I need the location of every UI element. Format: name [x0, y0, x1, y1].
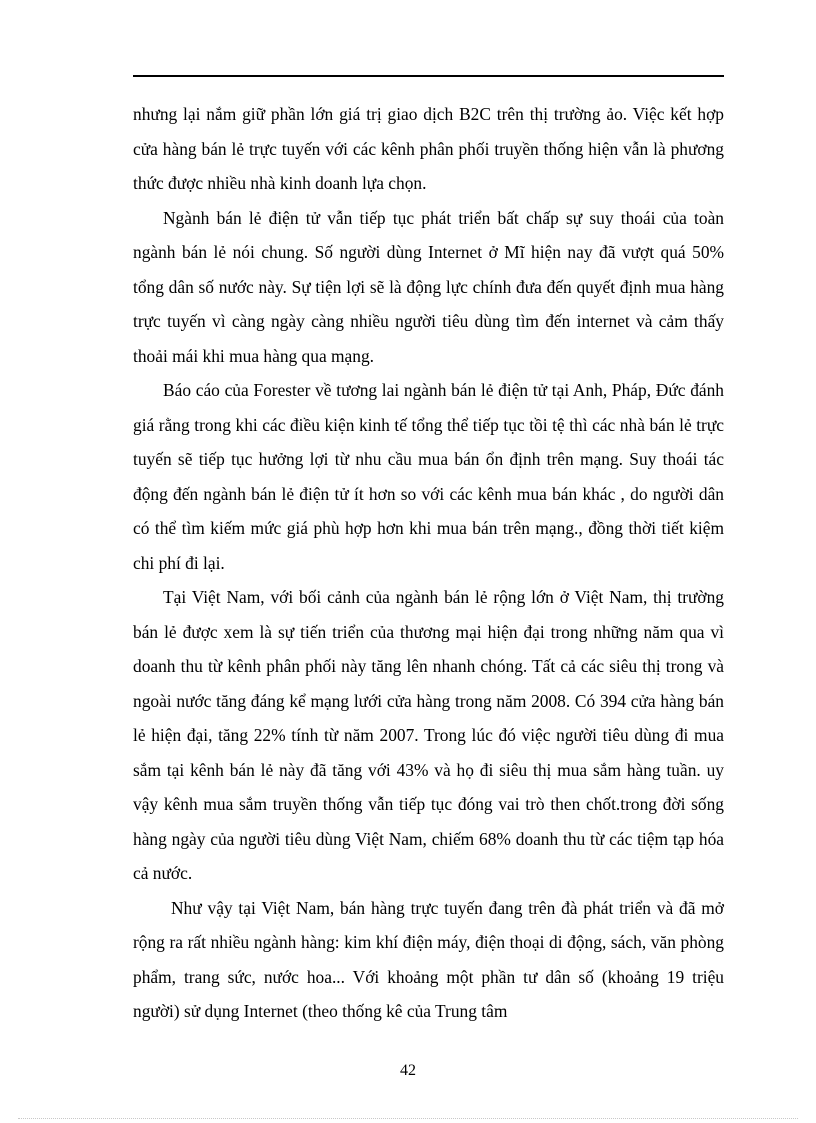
footer-rule: [18, 1118, 798, 1119]
header-rule: [133, 75, 724, 77]
paragraph-continuation: nhưng lại nắm giữ phần lớn giá trị giao dịch B2C trên thị trường ảo. Việc kết hợp cửa hàng bán lẻ trực tuyến với các kênh phân phối truyền thống hiện vẫn là phương thức được nhiều nhà kinh doanh lựa chọn.: [133, 104, 724, 193]
paragraph-vietnam-retail: Tại Việt Nam, với bối cảnh của ngành bán lẻ rộng lớn ở Việt Nam, thị trường bán lẻ được xem là sự tiến triển của thương mại hiện đại trong những năm qua vì doanh thu từ kênh phân phối này tăng lên nhanh chóng. Tất cả các siêu thị trong và ngoài nước tăng đáng kể mạng lưới cửa hàng trong năm 2008. Có 394 cửa hàng bán lẻ hiện đại, tăng 22% tính từ năm 2007. Trong lúc đó việc người tiêu dùng đi mua sắm tại kênh bán lẻ này đã tăng với 43% và họ đi siêu thị mua sắm hàng tuần. uy vậy kênh mua sắm truyền thống vẫn tiếp tục đóng vai trò then chốt.trong đời sống hàng ngày của người tiêu dùng Việt Nam, chiếm 68% doanh thu từ các tiệm tạp hóa cả nước.: [133, 587, 724, 883]
paragraph-vietnam-online: Như vậy tại Việt Nam, bán hàng trực tuyến đang trên đà phát triển và đã mở rộng ra rất nhiều ngành hàng: kim khí điện máy, điện thoại di động, sách, văn phòng phẩm, trang sức, nước hoa... Với khoảng một phần tư dân số (khoảng 19 triệu người) sử dụng Internet (theo thống kê của Trung tâm: [133, 897, 724, 1021]
paragraph-forester-report: Báo cáo của Forester về tương lai ngành bán lẻ điện tử tại Anh, Pháp, Đức đánh giá rằng trong khi các điều kiện kinh tế tổng thể tiếp tục tồi tệ thì các nhà bán lẻ trực tuyến sẽ tiếp tục hưởng lợi từ nhu cầu mua bán ổn định trên mạng. Suy thoái tác động đến ngành bán lẻ điện tử ít hơn so với các kênh mua bán khác , do người dân có thể tìm kiếm mức giá phù hợp hơn khi mua bán trên mạng., đồng thời tiết kiệm chi phí đi lại.: [133, 380, 724, 573]
body-text: [133, 97, 724, 1029]
page-number: 42: [400, 1062, 416, 1079]
paragraph-ecommerce-growth: Ngành bán lẻ điện tử vẫn tiếp tục phát triển bất chấp sự suy thoái của toàn ngành bán lẻ nói chung. Số người dùng Internet ở Mĩ hiện nay đã vượt quá 50% tổng dân số nước này. Sự tiện lợi sẽ là động lực chính đưa đến quyết định mua hàng trực tuyến vì càng ngày càng nhiều người tiêu dùng tìm đến internet và cảm thấy thoải mái khi mua hàng qua mạng.: [133, 207, 724, 366]
